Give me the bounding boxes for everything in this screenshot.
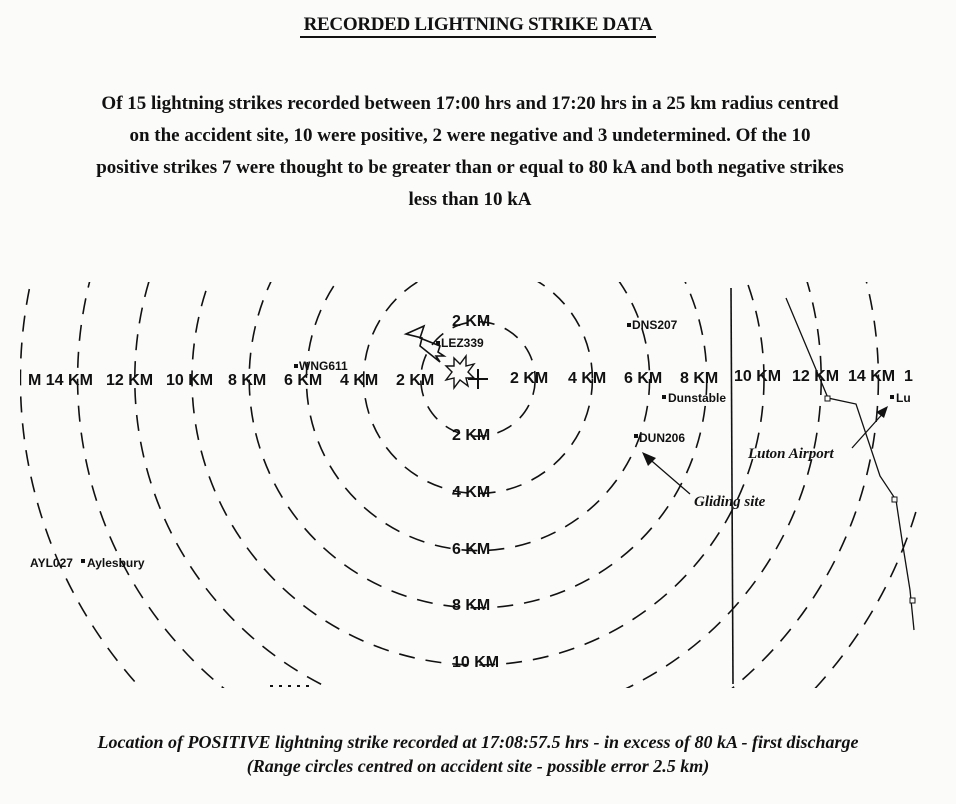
gliding-site-arrow-icon: [642, 452, 690, 494]
south-axis-labels: [452, 427, 499, 671]
west-axis-labels: [28, 372, 434, 389]
east-label-2: 2 KM: [510, 370, 549, 387]
south-label-10: 10 KM: [452, 654, 500, 671]
strike-dun: DUN206: [639, 431, 686, 445]
caption-line-1: Location of POSITIVE lightning strike recorded at 17:08:57.5 hrs - in excess of 80 kA - first discharge: [97, 732, 859, 752]
east-label-6: 6 KM: [624, 370, 663, 387]
west-label-8: 8 KM: [228, 372, 267, 389]
strike-markers: [30, 318, 685, 570]
map-vertical-line: [731, 288, 733, 684]
annotation-luton-airport: Luton Airport: [748, 446, 834, 462]
east-label-14: 14 KM: [848, 368, 896, 385]
figure-caption: [0, 730, 956, 778]
west-label-6: 6 KM: [284, 372, 323, 389]
page-title-text: RECORDED LIGHTNING STRIKE DATA: [300, 14, 657, 38]
strike-dns: DNS207: [632, 318, 678, 332]
strike-wng: WNG611: [299, 359, 348, 373]
north-label-2: 2 KM: [452, 313, 491, 330]
west-label-2: 2 KM: [396, 372, 435, 389]
place-aylesbury: Aylesbury: [87, 556, 145, 570]
place-markers: [81, 391, 911, 570]
caption-line-2: (Range circles centred on accident site - possible error 2.5 km): [246, 756, 710, 776]
south-label-2: 2 KM: [452, 427, 491, 444]
east-label-4: 4 KM: [568, 370, 607, 387]
east-label-8: 8 KM: [680, 370, 719, 387]
east-axis-labels: [510, 368, 913, 387]
east-label-12: 12 KM: [792, 368, 840, 385]
east-label-16: 1: [904, 368, 913, 385]
annotation-gliding-site: Gliding site: [694, 494, 766, 510]
summary-line-3: positive strikes 7 were thought to be greater than or equal to 80 kA and both negative strikes: [96, 157, 844, 178]
south-label-6: 6 KM: [452, 541, 491, 558]
luton-airport-arrow-icon: [852, 406, 888, 448]
summary-line-2: on the accident site, 10 were positive, 2 were negative and 3 undetermined. Of the 10: [129, 125, 811, 146]
south-label-8: 8 KM: [452, 597, 491, 614]
south-label-4: 4 KM: [452, 484, 491, 501]
west-label-10: 10 KM: [166, 372, 214, 389]
place-luton: Lu: [896, 391, 911, 405]
summary-line-4: less than 10 kA: [408, 189, 532, 210]
road-line: [786, 298, 914, 630]
west-label-4: 4 KM: [340, 372, 379, 389]
strike-lez: LEZ339: [441, 336, 484, 350]
place-dunstable: Dunstable: [668, 391, 727, 405]
strike-ayl: AYL027: [30, 556, 73, 570]
east-label-10: 10 KM: [734, 368, 782, 385]
accident-site-cross-icon: [468, 369, 488, 389]
west-label-14: M 14 KM: [28, 372, 93, 389]
west-label-12: 12 KM: [106, 372, 154, 389]
strike-burst-icon: [446, 356, 474, 388]
summary-line-1: Of 15 lightning strikes recorded between 17:00 hrs and 17:20 hrs in a 25 km radius centred: [101, 93, 839, 114]
